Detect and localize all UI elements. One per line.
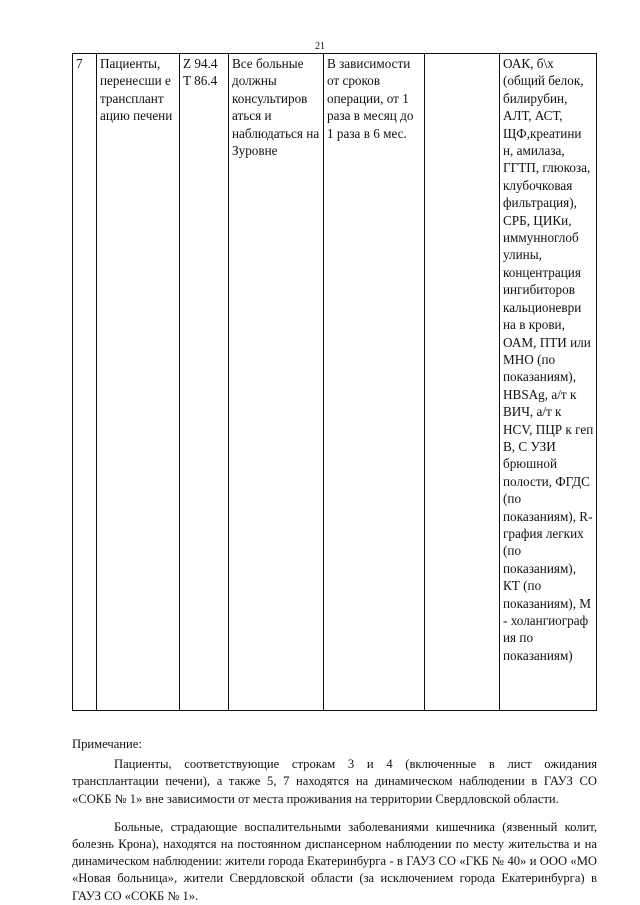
row-number-cell: 7 bbox=[73, 54, 97, 711]
observation-table bbox=[72, 53, 597, 711]
frequency-cell: В зависимости от сроков операции, от 1 раза в месяц до 1 раза в 6 мес. bbox=[324, 54, 425, 711]
empty-cell bbox=[425, 54, 500, 711]
investigations-cell: ОАК, б\х (общий белок, билирубин, АЛТ, АСТ, ЩФ,креатини н, амилаза, ГГТП, глюкоза, клубочковая фильтрация), СРБ, ЦИКи, иммунноглоб улины, концентрация ингибиторов кальционеври на в крови, ОАМ, ПТИ или МНО (по показаниям), HBSAg, а/т к ВИЧ, а/т к HCV, ПЦР к геп В, С УЗИ брюшной полости, ФГДС (по показаниям), R-графия легких (по показаниям), КТ (по показаниям), М - холангиограф ия по показаниям) bbox=[500, 54, 597, 711]
diagnosis-codes-cell: Z 94.4 T 86.4 bbox=[180, 54, 229, 711]
notes-paragraph-1: Пациенты, соответствующие строкам 3 и 4 (включенные в лист ожидания трансплантации печени), а также 5, 7 находятся на динамическом наблюдении в ГАУЗ СО «СОКБ № 1» вне зависимости от места проживания на территории Свердловской области. bbox=[72, 757, 597, 806]
observation-level-cell: Все больные должны консультиров аться и наблюдаться на Зуровне bbox=[229, 54, 324, 711]
notes-paragraph-2: Больные, страдающие воспалительными заболеваниями кишечника (язвенный колит, болезнь Крона), находятся на постоянном диспансерном наблюдении по месту жительства и на динамическом наблюдении: жители города Екатеринбурга - в ГАУЗ СО «ГКБ № 40» и ООО «МО «Новая больница», жители Свердловской области (за исключением города Екатеринбурга) в ГАУЗ СО «СОКБ № 1». bbox=[72, 819, 597, 903]
notes-label: Примечание: bbox=[72, 737, 142, 751]
page-number: 21 bbox=[315, 41, 325, 52]
patient-category-cell: Пациенты, перенесши е трансплант ацию печени bbox=[97, 54, 180, 711]
notes-section bbox=[72, 736, 597, 905]
table-row bbox=[73, 54, 597, 711]
